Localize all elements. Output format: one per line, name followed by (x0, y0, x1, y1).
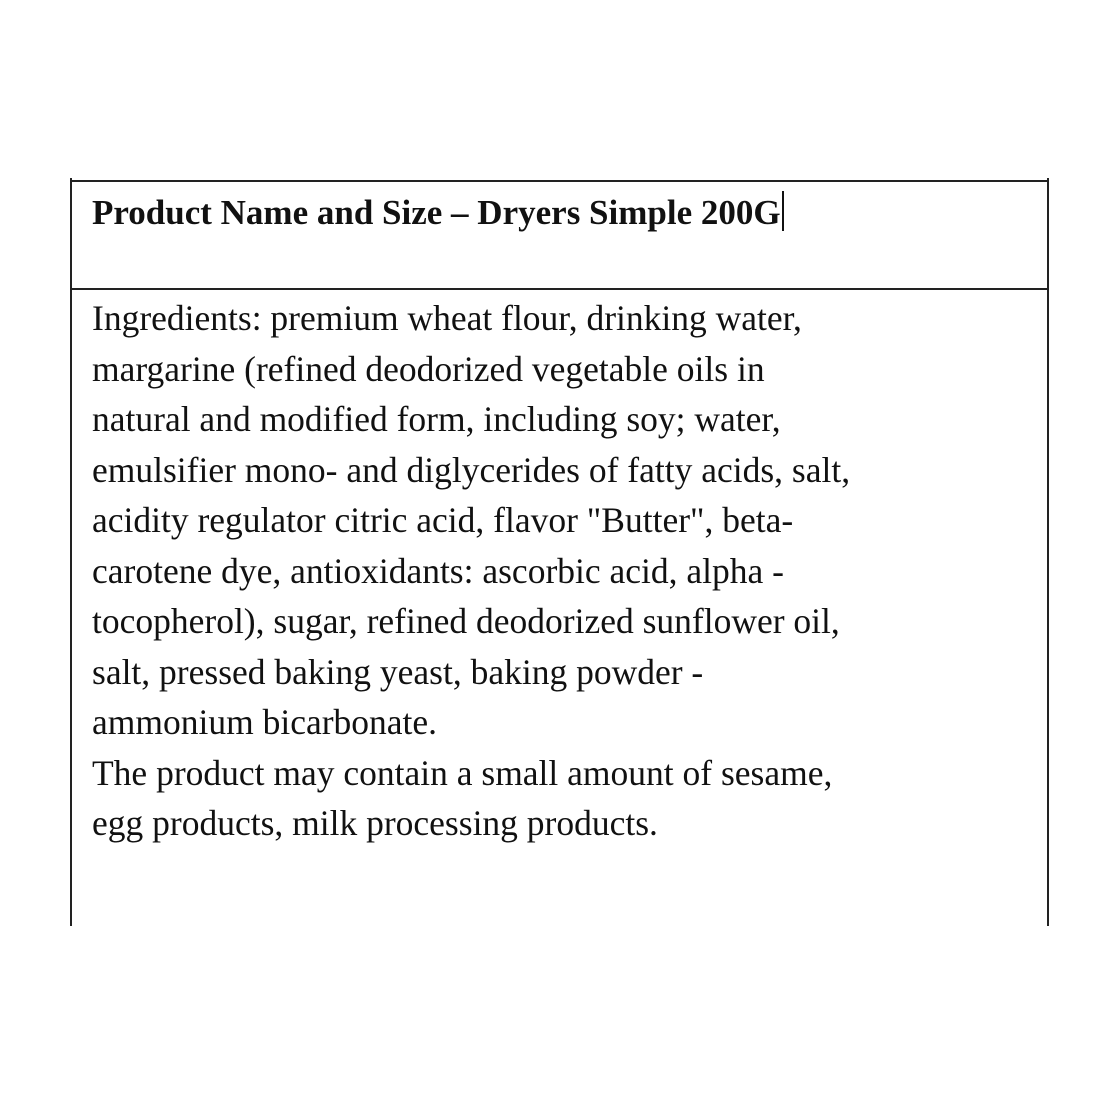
product-name-text: Product Name and Size – Dryers Simple 200G (92, 193, 781, 232)
ingredients-line: carotene dye, antioxidants: ascorbic acid, alpha - (92, 550, 784, 591)
text-cursor (782, 191, 784, 231)
product-name-cell[interactable] (92, 190, 1032, 236)
ingredients-line: salt, pressed baking yeast, baking powder - (92, 651, 704, 692)
ingredients-line: margarine (refined deodorized vegetable oils in (92, 348, 765, 389)
ingredients-line: Ingredients: premium wheat flour, drinking water, (92, 298, 802, 338)
ingredients-line: natural and modified form, including soy; water, (92, 399, 781, 439)
ingredients-line: acidity regulator citric acid, flavor "Butter", beta- (92, 500, 794, 540)
ingredients-line: ammonium bicarbonate. (92, 702, 438, 742)
allergen-line: egg products, milk processing products. (92, 803, 658, 843)
table-row-divider (70, 288, 1049, 290)
table-top-border (70, 180, 1049, 182)
ingredients-line: tocopherol), sugar, refined deodorized sunflower oil, (92, 601, 840, 641)
ingredients-line: emulsifier mono- and diglycerides of fatty acids, salt, (92, 449, 851, 490)
allergen-line: The product may contain a small amount of sesame, (92, 752, 833, 793)
ingredients-cell[interactable] (92, 293, 1037, 849)
